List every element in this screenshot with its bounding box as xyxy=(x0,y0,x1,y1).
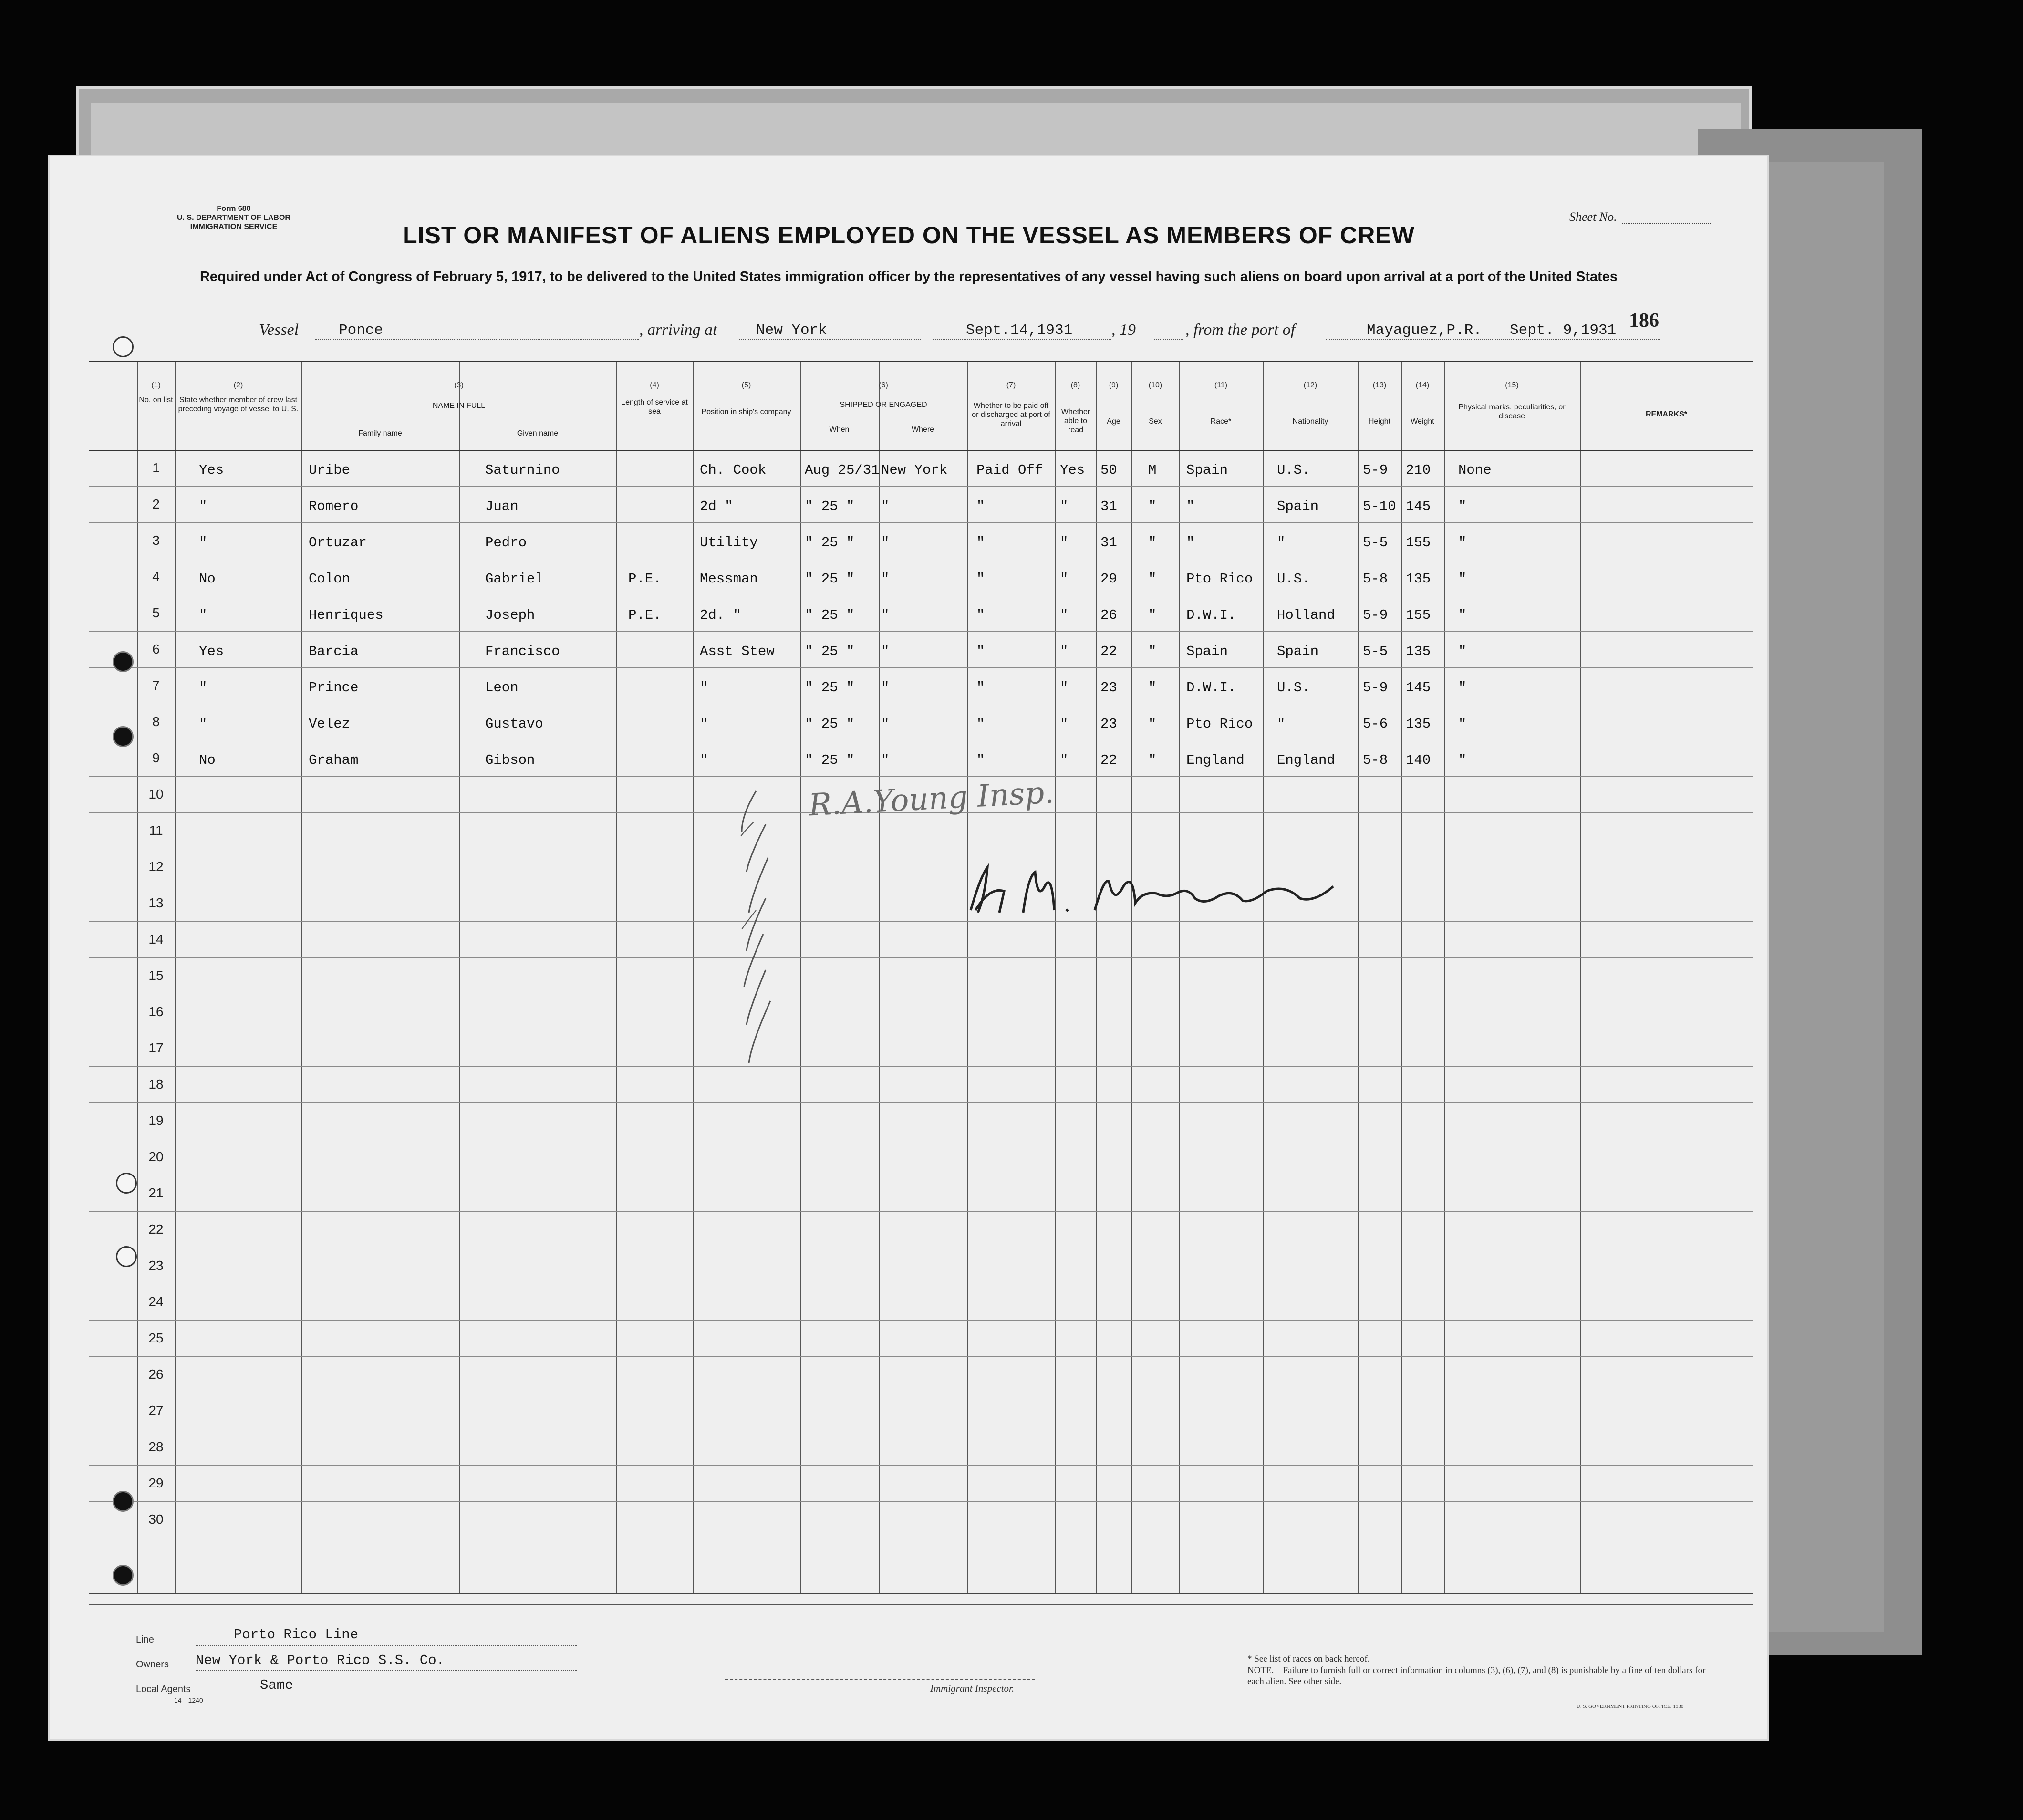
col-number: (8) xyxy=(1070,381,1080,389)
cell-nationality: Spain xyxy=(1277,499,1319,514)
cell-sex: " xyxy=(1148,571,1157,587)
cell-when: Aug 25/31 xyxy=(805,462,880,478)
arriving-underline xyxy=(739,339,921,340)
col-number: (9) xyxy=(1109,381,1119,389)
col-number: (5) xyxy=(741,381,751,389)
departure-date: Sept. 9,1931 xyxy=(1510,322,1617,339)
cell-weight: 155 xyxy=(1406,607,1431,623)
cell-race: Pto Rico xyxy=(1186,571,1253,587)
cell-nationality: Spain xyxy=(1277,644,1319,659)
cell-prev: " xyxy=(199,716,207,732)
row-number: 30 xyxy=(148,1512,164,1527)
cell-prev: No xyxy=(199,752,216,768)
row-number: 19 xyxy=(148,1113,164,1128)
printer-imprint: U. S. GOVERNMENT PRINTING OFFICE: 1930 xyxy=(1577,1704,1684,1709)
cell-weight: 145 xyxy=(1406,680,1431,696)
department: U. S. DEPARTMENT OF LABOR xyxy=(177,214,290,222)
row-rule xyxy=(89,1501,1753,1502)
cell-age: 23 xyxy=(1100,716,1117,732)
cell-height: 5-8 xyxy=(1363,752,1388,768)
header-weight: Weight xyxy=(1411,417,1434,426)
cell-sex: M xyxy=(1148,462,1157,478)
row-rule xyxy=(89,667,1753,668)
row-rule xyxy=(89,631,1753,632)
cell-given: Juan xyxy=(485,499,519,514)
cell-age: 22 xyxy=(1100,644,1117,659)
sheet-number: 186 xyxy=(1629,310,1659,332)
cell-where: " xyxy=(881,607,890,623)
form-subtitle: Required under Act of Congress of February 5, 1917, to be delivered to the United States immigration officer by the representatives of any vessel having such aliens on board upon arrival at a port of the United States xyxy=(199,269,1618,284)
row-number: 29 xyxy=(148,1476,164,1490)
header-bottom-rule xyxy=(89,450,1753,451)
row-number: 24 xyxy=(148,1294,164,1309)
cell-paid: " xyxy=(976,716,985,732)
row-number: 17 xyxy=(148,1040,164,1055)
cell-nationality: England xyxy=(1277,752,1335,768)
cell-service: P.E. xyxy=(628,607,662,623)
col-number: (11) xyxy=(1214,381,1228,389)
owners-label: Owners xyxy=(136,1659,169,1670)
cell-family: Colon xyxy=(309,571,351,587)
cell-height: 5-9 xyxy=(1363,607,1388,623)
row-number: 9 xyxy=(152,750,160,765)
manifest-page xyxy=(50,156,1767,1739)
header-height: Height xyxy=(1368,417,1391,426)
inspector-signature-line xyxy=(725,1679,1035,1680)
cell-where: " xyxy=(881,680,890,696)
row-number: 26 xyxy=(148,1367,164,1382)
cell-position: Utility xyxy=(700,535,758,551)
cell-height: 5-9 xyxy=(1363,462,1388,478)
penalty-note: NOTE.—Failure to furnish full or correct information in columns (3), (6), (7), and (8) is punishable by a fine of ten dollars for each alien. See other side. xyxy=(1247,1665,1706,1686)
cell-height: 5-8 xyxy=(1363,571,1388,587)
row-number: 7 xyxy=(152,678,160,693)
cell-paid: " xyxy=(976,752,985,768)
cell-weight: 135 xyxy=(1406,716,1431,732)
cell-read: Yes xyxy=(1060,462,1085,478)
cell-given: Gustavo xyxy=(485,716,543,732)
cell-family: Henriques xyxy=(309,607,384,623)
cell-given: Leon xyxy=(485,680,519,696)
cell-marks: " xyxy=(1458,752,1467,768)
row-rule xyxy=(89,522,1753,523)
header-given-name: Given name xyxy=(517,429,559,437)
cell-age: 22 xyxy=(1100,752,1117,768)
column-rule xyxy=(1401,362,1402,1593)
cell-weight: 210 xyxy=(1406,462,1431,478)
header-no-on-list: No. on list xyxy=(139,396,173,404)
cell-paid: " xyxy=(976,535,985,551)
date-underline xyxy=(933,339,1111,340)
cell-race: D.W.I. xyxy=(1186,680,1236,696)
cell-race: Spain xyxy=(1186,462,1228,478)
cell-race: Spain xyxy=(1186,644,1228,659)
cell-read: " xyxy=(1060,680,1069,696)
cell-age: 26 xyxy=(1100,607,1117,623)
column-rule xyxy=(1131,362,1132,1593)
cell-read: " xyxy=(1060,535,1069,551)
header-position: Position in ship's company xyxy=(701,408,791,416)
cell-prev: Yes xyxy=(199,462,224,478)
cell-service: P.E. xyxy=(628,571,662,587)
column-rule xyxy=(1263,362,1264,1593)
owners-underline xyxy=(196,1670,577,1671)
cell-position: 2d " xyxy=(700,499,733,514)
inspector-label: Immigrant Inspector. xyxy=(930,1683,1015,1694)
cell-weight: 155 xyxy=(1406,535,1431,551)
cell-family: Ortuzar xyxy=(309,535,367,551)
cell-family: Graham xyxy=(309,752,359,768)
col-number: (1) xyxy=(151,381,161,389)
row-number: 2 xyxy=(152,497,160,511)
cell-sex: " xyxy=(1148,499,1157,514)
cell-prev: " xyxy=(199,535,207,551)
cell-when: " 25 " xyxy=(805,680,855,696)
column-rule xyxy=(1179,362,1180,1593)
cell-prev: " xyxy=(199,607,207,623)
cell-given: Gabriel xyxy=(485,571,543,587)
cell-position: Ch. Cook xyxy=(700,462,767,478)
row-number: 16 xyxy=(148,1004,164,1019)
cell-when: " 25 " xyxy=(805,752,855,768)
row-number: 14 xyxy=(148,932,164,946)
handwritten-marks xyxy=(670,786,1100,1082)
inspector-note: R.A.Young Insp. xyxy=(808,775,1055,823)
header-shipped-engaged: SHIPPED OR ENGAGED xyxy=(840,401,927,409)
cell-read: " xyxy=(1060,752,1069,768)
inspector-signature xyxy=(952,858,1381,925)
header-able-to-read: Whether able to read xyxy=(1061,408,1090,434)
col-number: (7) xyxy=(1006,381,1016,389)
cell-paid: " xyxy=(976,607,985,623)
cell-family: Prince xyxy=(309,680,359,696)
cell-marks: " xyxy=(1458,499,1467,514)
vessel-label: Vessel xyxy=(259,321,299,339)
cell-given: Joseph xyxy=(485,607,535,623)
cell-where: " xyxy=(881,644,890,659)
form-title: LIST OR MANIFEST OF ALIENS EMPLOYED ON THE VESSEL AS MEMBERS OF CREW xyxy=(403,222,1415,249)
cell-position: " xyxy=(700,680,708,696)
cell-height: 5-6 xyxy=(1363,716,1388,732)
row-number: 23 xyxy=(148,1258,164,1273)
back-sheet xyxy=(1760,162,1884,1632)
cell-age: 23 xyxy=(1100,680,1117,696)
punch-hole xyxy=(113,726,134,747)
cell-prev: No xyxy=(199,571,216,587)
row-number: 27 xyxy=(148,1403,164,1418)
cell-marks: " xyxy=(1458,716,1467,732)
cell-sex: " xyxy=(1148,752,1157,768)
cell-when: " 25 " xyxy=(805,571,855,587)
cell-marks: " xyxy=(1458,535,1467,551)
col-number: (13) xyxy=(1372,381,1387,389)
cell-given: Saturnino xyxy=(485,462,560,478)
punch-hole xyxy=(116,1173,137,1194)
cell-marks: None xyxy=(1458,462,1492,478)
header-remarks: REMARKS* xyxy=(1645,410,1688,418)
row-number: 6 xyxy=(152,642,160,656)
header-race: Race* xyxy=(1210,417,1232,426)
row-number: 3 xyxy=(152,533,160,548)
row-number: 18 xyxy=(148,1077,164,1092)
column-rule xyxy=(459,362,460,1593)
header-where: Where xyxy=(911,426,934,434)
cell-when: " 25 " xyxy=(805,607,855,623)
column-rule xyxy=(1580,362,1581,1593)
col-number: (3) xyxy=(454,381,464,389)
from-port-underline xyxy=(1326,339,1660,340)
row-number: 8 xyxy=(152,714,160,729)
col-number: (10) xyxy=(1148,381,1162,389)
service: IMMIGRATION SERVICE xyxy=(190,223,278,231)
column-rule xyxy=(1444,362,1445,1593)
punch-hole xyxy=(113,1491,134,1512)
cell-read: " xyxy=(1060,499,1069,514)
cell-where: " xyxy=(881,535,890,551)
cell-height: 5-9 xyxy=(1363,680,1388,696)
cell-weight: 140 xyxy=(1406,752,1431,768)
cell-age: 50 xyxy=(1100,462,1117,478)
header-physical-marks: Physical marks, peculiarities, or disease xyxy=(1458,403,1566,420)
cell-nationality: U.S. xyxy=(1277,462,1310,478)
column-rule xyxy=(301,362,302,1593)
year-underline xyxy=(1154,339,1183,340)
row-number: 25 xyxy=(148,1331,164,1345)
punch-hole xyxy=(113,1565,134,1586)
cell-position: " xyxy=(700,716,708,732)
cell-nationality: U.S. xyxy=(1277,571,1310,587)
column-rule xyxy=(1358,362,1359,1593)
arrival-port: New York xyxy=(756,322,827,339)
cell-where: " xyxy=(881,499,890,514)
row-rule xyxy=(89,486,1753,487)
cell-when: " 25 " xyxy=(805,644,855,659)
cell-prev: Yes xyxy=(199,644,224,659)
header-name-in-full: NAME IN FULL xyxy=(432,402,486,410)
row-rule xyxy=(89,1211,1753,1212)
year-label: , 19 xyxy=(1111,321,1136,339)
row-number: 5 xyxy=(152,605,160,620)
agents-value: Same xyxy=(260,1677,293,1693)
header-nationality: Nationality xyxy=(1292,417,1328,426)
cell-nationality: " xyxy=(1277,716,1286,732)
cell-read: " xyxy=(1060,644,1069,659)
form-number: Form 680 xyxy=(217,205,251,213)
header-when: When xyxy=(829,426,850,434)
cell-family: Uribe xyxy=(309,462,351,478)
cell-position: 2d. " xyxy=(700,607,742,623)
departure-port: Mayaguez,P.R. xyxy=(1367,322,1482,339)
cell-position: Messman xyxy=(700,571,758,587)
from-port-label: , from the port of xyxy=(1185,321,1296,339)
col-number: (6) xyxy=(879,381,888,389)
cell-marks: " xyxy=(1458,571,1467,587)
vessel-underline xyxy=(315,339,639,340)
cell-where: " xyxy=(881,716,890,732)
col-number: (2) xyxy=(233,381,243,389)
cell-sex: " xyxy=(1148,680,1157,696)
cell-position: Asst Stew xyxy=(700,644,775,659)
row-number: 20 xyxy=(148,1149,164,1164)
cell-given: Gibson xyxy=(485,752,535,768)
punch-hole xyxy=(113,336,134,357)
punch-hole xyxy=(116,1246,137,1267)
row-number: 10 xyxy=(148,787,164,801)
row-number: 28 xyxy=(148,1439,164,1454)
cell-prev: " xyxy=(199,499,207,514)
cell-paid: Paid Off xyxy=(976,462,1043,478)
row-number: 1 xyxy=(152,460,160,475)
row-rule xyxy=(89,1356,1753,1357)
footer-rule xyxy=(89,1604,1753,1605)
col-number: (15) xyxy=(1505,381,1519,389)
cell-when: " 25 " xyxy=(805,535,855,551)
vessel-name: Ponce xyxy=(339,322,384,339)
cell-marks: " xyxy=(1458,680,1467,696)
cell-race: England xyxy=(1186,752,1245,768)
cell-race: " xyxy=(1186,535,1195,551)
header-sex: Sex xyxy=(1149,417,1162,426)
cell-sex: " xyxy=(1148,644,1157,659)
row-number: 4 xyxy=(152,569,160,584)
cell-when: " 25 " xyxy=(805,499,855,514)
cell-where: " xyxy=(881,752,890,768)
cell-weight: 145 xyxy=(1406,499,1431,514)
column-rule xyxy=(616,362,617,1593)
cell-weight: 135 xyxy=(1406,644,1431,659)
cell-family: Velez xyxy=(309,716,351,732)
sheet-no-label: Sheet No. xyxy=(1569,210,1617,224)
row-rule xyxy=(89,1102,1753,1103)
form-code: 14—1240 xyxy=(174,1696,203,1704)
row-number: 22 xyxy=(148,1222,164,1237)
arrival-date: Sept.14,1931 xyxy=(966,322,1073,339)
col-number: (4) xyxy=(650,381,659,389)
cell-height: 5-5 xyxy=(1363,644,1388,659)
cell-marks: " xyxy=(1458,644,1467,659)
cell-height: 5-5 xyxy=(1363,535,1388,551)
row-number: 11 xyxy=(149,823,163,838)
cell-weight: 135 xyxy=(1406,571,1431,587)
row-number: 21 xyxy=(148,1186,164,1200)
cell-age: 31 xyxy=(1100,499,1117,514)
row-rule xyxy=(89,1465,1753,1466)
cell-given: Pedro xyxy=(485,535,527,551)
cell-race: D.W.I. xyxy=(1186,607,1236,623)
line-label: Line xyxy=(136,1634,154,1645)
cell-race: " xyxy=(1186,499,1195,514)
cell-sex: " xyxy=(1148,607,1157,623)
column-rule xyxy=(175,362,176,1593)
cell-position: " xyxy=(700,752,708,768)
line-underline xyxy=(196,1645,577,1646)
cell-paid: " xyxy=(976,644,985,659)
cell-read: " xyxy=(1060,716,1069,732)
cell-when: " 25 " xyxy=(805,716,855,732)
cell-given: Francisco xyxy=(485,644,560,659)
col-number: (14) xyxy=(1415,381,1430,389)
row-number: 13 xyxy=(148,895,164,910)
cell-nationality: U.S. xyxy=(1277,680,1310,696)
agents-label: Local Agents xyxy=(136,1684,191,1695)
cell-nationality: " xyxy=(1277,535,1286,551)
col-number: (12) xyxy=(1303,381,1318,389)
cell-sex: " xyxy=(1148,716,1157,732)
cell-age: 29 xyxy=(1100,571,1117,587)
cell-age: 31 xyxy=(1100,535,1117,551)
cell-marks: " xyxy=(1458,607,1467,623)
cell-height: 5-10 xyxy=(1363,499,1396,514)
cell-family: Barcia xyxy=(309,644,359,659)
cell-prev: " xyxy=(199,680,207,696)
cell-sex: " xyxy=(1148,535,1157,551)
cell-family: Romero xyxy=(309,499,359,514)
line-value: Porto Rico Line xyxy=(234,1627,359,1643)
header-age: Age xyxy=(1107,417,1120,426)
row-rule xyxy=(89,1320,1753,1321)
header-crew-previous: State whether member of crew last preceding voyage of vessel to U. S. xyxy=(178,396,299,413)
header-length-of-service: Length of service at sea xyxy=(621,398,688,416)
owners-value: New York & Porto Rico S.S. Co. xyxy=(196,1653,445,1668)
header-paid-off: Whether to be paid off or discharged at port of arrival xyxy=(972,402,1050,428)
punch-hole xyxy=(113,651,134,672)
row-number: 12 xyxy=(148,859,164,874)
cell-where: New York xyxy=(881,462,948,478)
cell-read: " xyxy=(1060,607,1069,623)
cell-paid: " xyxy=(976,499,985,514)
cell-race: Pto Rico xyxy=(1186,716,1253,732)
voyage-line xyxy=(50,321,1767,345)
row-rule xyxy=(89,776,1753,777)
cell-paid: " xyxy=(976,680,985,696)
races-note: * See list of races on back hereof. xyxy=(1247,1654,1370,1664)
cell-nationality: Holland xyxy=(1277,607,1335,623)
row-number: 15 xyxy=(148,968,164,983)
cell-where: " xyxy=(881,571,890,587)
header-family-name: Family name xyxy=(358,429,402,437)
cell-paid: " xyxy=(976,571,985,587)
arriving-label: , arriving at xyxy=(639,321,717,339)
cell-read: " xyxy=(1060,571,1069,587)
